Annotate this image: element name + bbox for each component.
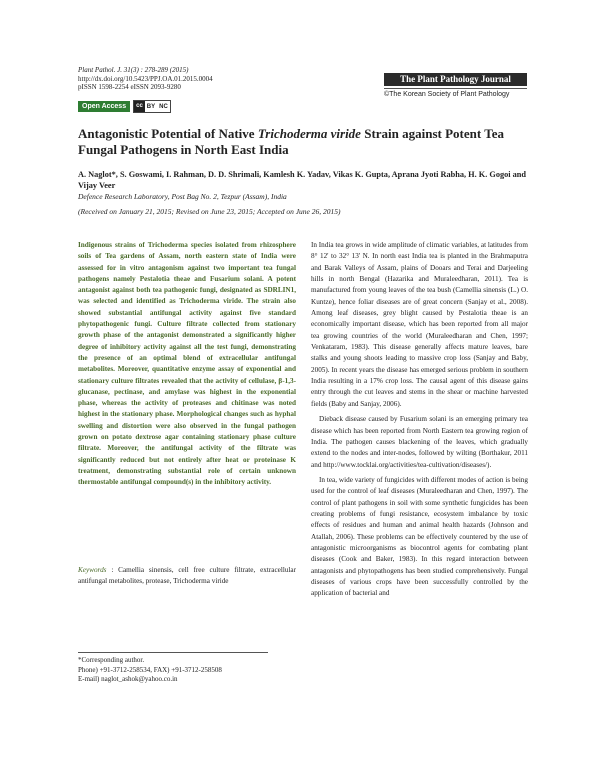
abstract: Indigenous strains of Trichoderma species isolated from rhizosphere soils of Tea gardens of Assam, north eastern state of India were assessed for in vitro antagonism against two important tea fungal pathogens namely Pestalotia theae and Fusarium solani. A potent antagonist against both tea pathogenic fungi, designated as SDRLIN1, was selected and identified as Trichoderma viride. The strain also showed substantial antifungal activity against five standard phytopathogenic fungi. Culture filtrate collected from stationary growth phase of the antagonist demonstrated a significantly higher degree of inhibitory activity against all the test fungi, demonstrating the presence of an optimal blend of extracellular antifungal metabolites. Moreover, quantitative enzyme assay of exponential and stationary culture filtrates revealed that the activity of cellulase, β-1,3-glucanase, pectinase, and amylase was highest in the exponential phase, whereas the activity of proteases and chitinase was noted highest in the stationary phase. Morphological changes such as hyphal swelling and distortion were also observed in the fungal pathogen grown on potato dextrose agar containing stationary phase culture filtrate. Moreover, the antifungal activity of the filtrate was significantly reduced but not entirely after heat or proteinase K treatment, demonstrating substantial role of certain unknown thermostable antifungal compound(s) in the inhibitory activity. — [78, 241, 296, 487]
keywords-text: : Camellia sinensis, cell free culture filtrate, extracellular antifungal metabolites, protease, Trichoderma viride — [78, 566, 297, 585]
body-paragraph-3: In tea, wide variety of fungicides with different modes of action is being used for the control of leaf diseases (Muraleedharan and Chen, 1997). The control of plant pathogens in soil with some synthetic fungicides has been creating problems of fungi resistance, ecosystem imbalance by toxic effects of residues and human and animal health hazards (Johnson and Atallah, 2006). These problems can be effectively countered by the use of antagonistic microorganisms as biocontrol agents for combating plant diseases (Cook and Baker, 1983). In this regard interaction between antagonists and phytopathogens has been studied comprehensively. Fungal diseases of various crops have been successfully controlled by the application of bacterial and — [311, 475, 528, 598]
society-copyright: ©The Korean Society of Plant Pathology — [384, 91, 510, 98]
article-title — [78, 126, 528, 158]
body-paragraph-2: Dieback disease caused by Fusarium solani is an emerging primary tea disease which has been reported from North Eastern tea growing region of India. The pathogen causes blackening of the leaves, which gradually extend to the nodes and inter-nodes, followed by wilting (Borthakur, 2011 and http://www.tocklai.org/activities/tea-cultivation/diseases/). — [311, 415, 528, 469]
corresponding-author: *Corresponding author. — [78, 656, 145, 664]
cc-by-label: BY — [146, 103, 156, 110]
keywords-label: Keywords — [78, 566, 107, 574]
keywords — [78, 565, 296, 587]
issn: pISSN 1598-2254 eISSN 2093-9280 — [78, 83, 181, 92]
title-part-2: Strain against Potent Tea Fungal Pathogens in North East India — [78, 126, 504, 157]
title-italic: Trichoderma viride — [257, 126, 361, 141]
received-dates: (Received on January 21, 2015; Revised on June 23, 2015; Accepted on June 26, 2015) — [78, 207, 341, 216]
title-part-1: Antagonistic Potential of Native — [78, 126, 258, 141]
email[interactable]: E-mail) naglot_ashok@yahoo.co.in — [78, 675, 178, 684]
phone-fax: Phone) +91-3712-258534, FAX) +91-3712-258508 — [78, 665, 222, 674]
cc-nc-label: NC — [159, 103, 168, 110]
cc-label: cc — [134, 101, 145, 112]
footnote-divider — [78, 652, 268, 653]
journal-citation: Plant Pathol. J. 31(3) : 278-289 (2015) — [78, 66, 189, 74]
journal-name: The Plant Pathology Journal — [384, 73, 527, 86]
affiliation: Defence Research Laboratory, Post Bag No. 2, Tezpur (Assam), India — [78, 192, 287, 201]
authors: A. Naglot*, S. Goswami, I. Rahman, D. D. Shrimali, Kamlesh K. Yadav, Vikas K. Gupta, Aprana Jyoti Rabha, H. K. Gogoi and Vijay Veer — [78, 170, 527, 190]
open-access-row — [78, 100, 171, 113]
open-access-badge: Open Access — [78, 101, 130, 112]
correspondence — [78, 656, 222, 685]
body-text — [311, 240, 528, 600]
doi-link[interactable]: http://dx.doi.org/10.5423/PPJ.OA.01.2015.0004 — [78, 74, 213, 83]
citation-block — [78, 66, 213, 92]
cc-license-icon[interactable] — [133, 100, 171, 113]
body-paragraph-1: In India tea grows in wide amplitude of climatic variables, at latitudes from 8° 12' to 32° 13' N. In north east India tea is planted in the Brahmaputra and Barak Valleys of Assam, plains of Dooars and Terai and Darjeeling hills in north Bengal (Hazarika and Muraleedharan, 2011). Tea is manufactured from young leaves of the tea bush (Camellia sinensis (L.) O. Kuntze), hence foliar diseases are of great concern (Sanjay et al., 2008). Among leaf diseases, grey blight caused by Pestalotia theae is an economically important disease, which has been reported from all major tea growing countries of the world (Muraleedharan and Chen, 1997; Venkataram, 1983). This disease generally affects mature leaves, bare stalks and young shoots leading to massive crop loss (Sanjay and Baby, 2005). In recent years the disease has emerged serious problem in southern India resulting in a 17% crop loss. The causal agent of this disease gains entry through the cut leaves and stems in the shear or machine harvested fields (Baby and Sanjay, 2006). — [311, 241, 528, 408]
header-divider — [384, 88, 527, 89]
